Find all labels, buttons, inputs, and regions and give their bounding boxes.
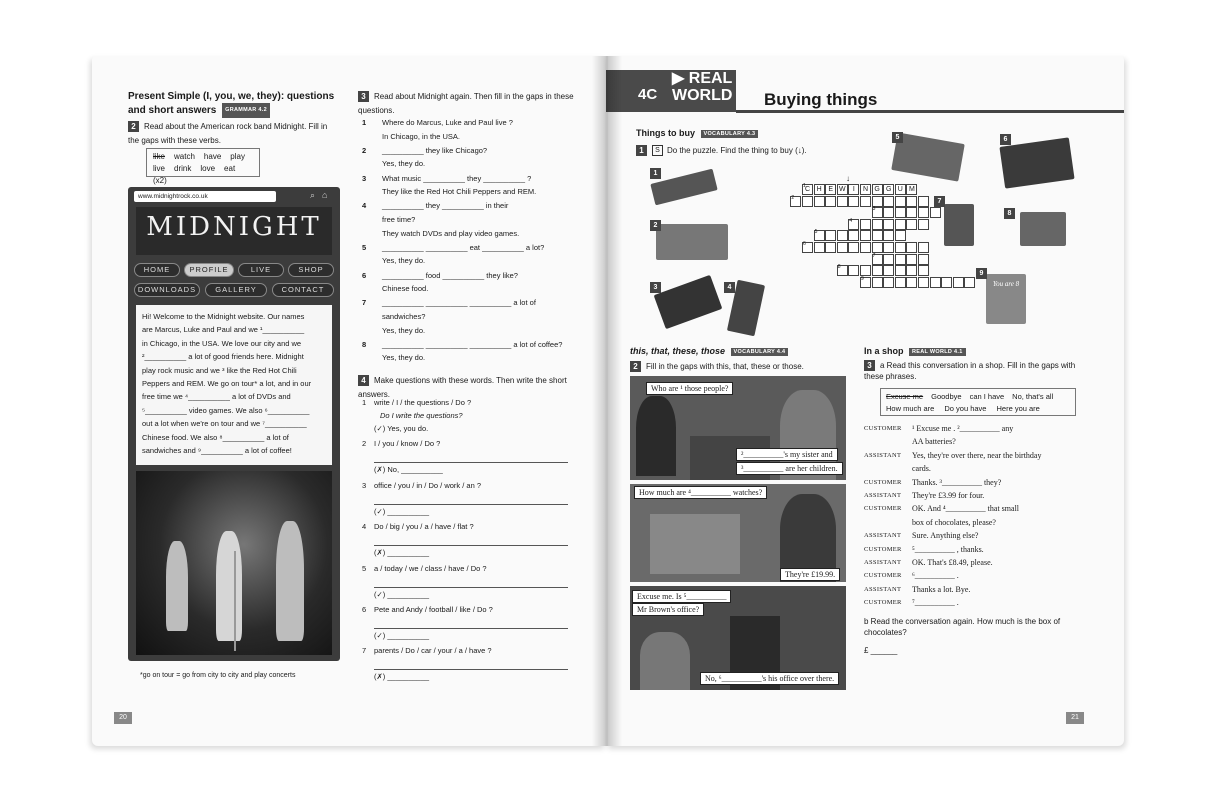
crossword-cell[interactable] [918,219,929,230]
item-number: 8 [362,339,367,349]
short-answer: (✓) __________ [374,631,430,640]
speech-bubble: ²__________'s my sister and [736,448,838,461]
crossword-cell[interactable] [906,277,917,288]
vocab-tag: VOCABULARY 4.4 [731,348,789,356]
dialog-line: Thanks. ³__________ they? [912,477,1002,487]
nav-profile[interactable]: PROFILE [184,263,234,277]
crossword-cell[interactable] [918,207,929,218]
dialog-line: Yes, they're over there, near the birthday [912,450,1042,460]
crossword-cell[interactable] [872,219,883,230]
question-line: __________ __________ __________ a lot of coffee? [382,339,563,349]
exercise-4-instruction: 4 Make questions with these words. Then write the short answers. [358,376,567,399]
crossword-cell[interactable] [918,277,929,288]
item-number: 4 [362,201,367,211]
crossword-cell[interactable] [848,265,859,276]
speaker-role: ASSISTANT [864,492,902,499]
nav-contact[interactable]: CONTACT [272,283,334,297]
answer-line [374,462,568,463]
speech-bubble: ³__________ are her children. [736,462,843,475]
crossword-cell[interactable] [837,230,848,241]
crossword-cell[interactable] [895,219,906,230]
short-answer: (✗) __________ [374,672,430,682]
phrase: can I have [969,392,1005,401]
crossword-cell[interactable]: N [860,184,871,195]
crossword-cell[interactable] [837,196,848,207]
magazine-picture [656,224,728,260]
search-icon: ⌕ [310,190,316,200]
speaker-role: CUSTOMER [864,572,902,580]
real-world-tag: REAL WORLD 4.1 [909,348,966,356]
crossword-cell[interactable] [906,196,917,207]
crossword-cell[interactable] [918,196,929,207]
grammar-tag: GRAMMAR 4.2 [222,103,270,118]
website-text: Hi! Welcome to the Midnight website. Our names are Marcus, Luke and Paul and we ¹__________ in Chicago, in the USA. We love our city and we ²__________ a lot of good friends here. Midnight play rock music and we ³ like the Red Hot Chili Peppers and REM. We go on tour* a lot, and in our free time we ⁴__________ a lot of DVDs and ⁵__________ video games. We also ⁶__________ out a lot when we're on tour and we ⁷__________ Chinese food. We also ⁸__________ a lot of sandwiches and ⁹__________ a lot of coffee! [136,305,332,465]
item-number: 6 [362,605,367,614]
item-number: 5 [362,242,367,252]
crossword-cell[interactable] [883,242,894,253]
dialog-line: ⁷__________ . [912,598,959,608]
crossword-cell[interactable] [825,230,836,241]
birthday-card-picture: You are 8 [986,274,1026,324]
exercise-number: 2 [128,121,139,132]
question-line: __________ __________ eat __________ a lot? [382,242,545,252]
crossword-cell[interactable] [883,254,894,265]
thing-number: 4 [724,282,735,293]
dialog-line: OK. That's £8.49, please. [912,558,993,567]
dialog-line: ⁶__________ . [912,571,959,581]
unit-code: 4C [638,86,658,103]
row-number: 2 [791,194,795,201]
row-number: 5 [814,229,818,236]
crossword-cell[interactable] [837,242,848,253]
item-number: 5 [362,563,367,573]
question-line: __________ they like Chicago? [382,145,488,155]
speaker-role: ASSISTANT [864,451,902,459]
chocolates-picture [999,137,1074,188]
exercise-number: 4 [358,375,369,386]
crossword-cell[interactable] [883,230,894,241]
answer-line [374,628,568,629]
word: love [200,164,216,173]
crossword-cell[interactable] [895,277,906,288]
prompt-words: office / you / in / Do / work / an ? [374,480,481,490]
crossword-cell[interactable]: G [883,184,894,195]
crossword-cell[interactable] [883,277,894,288]
crossword-cell[interactable] [802,196,813,207]
thing-number: 5 [892,132,903,143]
crossword-cell[interactable] [883,196,894,207]
item-number: 6 [362,270,367,280]
answer-line [374,587,568,588]
nav-shop[interactable]: SHOP [288,263,334,277]
shop-instruction-b: b Read the conversation again. How much is the box of chocolates? [864,617,1061,637]
crossword-cell[interactable] [860,196,871,207]
speaker-role: ASSISTANT [864,559,902,566]
crossword-cell[interactable]: U [895,184,906,195]
band-photo [136,471,332,655]
word: have [203,152,222,161]
puzzle-instruction: 1 S Do the puzzle. Find the thing to buy (↓). [636,144,807,158]
short-answer: (✓) __________ [374,506,430,516]
thing-number: 9 [976,268,987,279]
row-number: 7 [872,252,876,259]
item-number: 3 [362,480,367,490]
crossword-cell[interactable]: E [825,184,836,195]
speaker-role: CUSTOMER [864,478,902,486]
word: play [230,152,245,161]
question-line: What music __________ they __________ ? [382,173,532,183]
nav-home[interactable]: HOME [134,263,180,277]
exercise-number: 2 [630,361,641,372]
url-bar: www.midnightrock.co.uk [134,191,276,202]
crossword-cell[interactable] [906,265,917,276]
nav-live[interactable]: LIVE [238,263,284,277]
shop-instruction-a: 3 a Read this conversation in a shop. Fill in the gaps with these phrases. [864,361,1076,382]
crossword-cell[interactable]: M [906,184,917,195]
row-number: 4 [849,217,853,224]
crossword-cell[interactable]: W [837,184,848,195]
nav-downloads[interactable]: DOWNLOADS [134,283,200,297]
crossword-cell[interactable]: C [802,184,813,195]
crossword-cell[interactable] [895,254,906,265]
word: eat (x2) [153,164,236,185]
thing-number: 3 [650,282,661,293]
item-number: 1 [362,118,367,127]
answer-line: Yes, they do. [382,353,426,363]
crossword-cell[interactable] [848,242,859,253]
word: watch [174,152,195,161]
crossword-cell[interactable] [918,265,929,276]
thing-number: 2 [650,220,661,231]
thing-number: 7 [934,196,945,207]
crossword-cell[interactable] [825,196,836,207]
crossword-cell[interactable] [872,277,883,288]
crossword-cell[interactable] [895,230,906,241]
prompt-words: I / you / know / Do ? [374,439,441,449]
crossword-cell[interactable] [860,230,871,241]
crossword-cell[interactable] [906,242,917,253]
speaker-role: CUSTOMER [864,505,902,513]
phrase: Here you are [996,403,1040,413]
crossword-cell[interactable] [814,196,825,207]
vocab-tag: VOCABULARY 4.3 [701,130,759,138]
row-number: 3 [872,206,876,213]
item-number: 4 [362,522,367,532]
written-question: Do I write the questions? [380,411,463,420]
speaker-role: CUSTOMER [864,599,902,607]
speech-bubble: No, ⁶__________'s his office over there. [700,672,839,685]
dialog-line: They're £3.99 for four. [912,491,985,500]
dialog-line: Thanks a lot. Bye. [912,584,971,594]
item-number: 1 [362,398,367,407]
crossword-cell[interactable] [883,265,894,276]
title-rule [736,110,1124,113]
question-line: __________ they __________ in their [382,201,509,211]
phrase: Do you have [944,403,987,413]
crossword-cell[interactable]: G [872,184,883,195]
answer-line: In Chicago, in the USA. [382,131,460,141]
item-number: 7 [362,646,367,656]
crossword-cell[interactable] [918,254,929,265]
exercise-3-instruction: 3 Read about Midnight again. Then fill in the gaps in these questions. [358,92,574,115]
crossword-cell[interactable] [930,277,941,288]
crossword-cell[interactable] [872,242,883,253]
phrase: How much are [886,403,935,413]
grammar-title: Present Simple (I, you, we, they): questions and short answers GRAMMAR 4.2 [128,91,335,117]
left-page [92,56,606,746]
exercise-number: 3 [864,360,875,371]
answer-line [374,504,568,505]
page-title: Buying things [764,90,878,109]
word: drink [174,164,192,173]
answer-line [374,669,568,670]
speaker-role: ASSISTANT [864,585,902,593]
crossword-cell[interactable] [883,219,894,230]
question-line: __________ food __________ they like? [382,270,518,280]
phrase: Excuse me [886,392,924,401]
crossword-cell[interactable] [872,265,883,276]
batteries-picture [1020,212,1066,246]
phrase: No, that's all [1012,392,1054,401]
dialog-line: AA batteries? [912,437,956,447]
answer-line: Yes, they do. [382,325,426,335]
item-number: 3 [362,173,367,183]
question-line: __________ __________ __________ a lot of [382,298,536,308]
answer-line [374,545,568,546]
down-arrow-icon: ↓ [846,174,850,183]
question-line-cont: sandwiches? [382,312,426,321]
crossword-cell[interactable] [906,219,917,230]
thing-number: 1 [650,168,661,179]
phrase-box [880,388,1076,416]
crossword-cell[interactable] [918,242,929,253]
crossword-cell[interactable] [848,196,859,207]
crossword-cell[interactable] [930,207,941,218]
this-that-instruction: 2 Fill in the gaps with this, that, these or those. [630,360,804,374]
question-line: Where do Marcus, Luke and Paul live ? [382,118,513,127]
dialog-line: cards. [912,464,931,474]
prompt-words: write / I / the questions / Do ? [374,398,472,407]
crossword-cell[interactable] [848,230,859,241]
item-number: 7 [362,298,367,308]
word: like [153,152,166,161]
real-world-label: ▶ REAL WORLD [672,70,733,104]
crossword-cell[interactable] [895,242,906,253]
answer-line: They watch DVDs and play video games. [382,228,520,238]
dialog-line: OK. And ⁴__________ that small [912,504,1020,514]
speech-bubble: How much are ⁴__________ watches? [634,486,767,499]
footnote: *go on tour = go from city to city and play concerts [140,672,296,679]
speaker-role: CUSTOMER [864,425,902,432]
midnight-website [128,187,340,661]
thing-number: 6 [1000,134,1011,145]
crossword-cell[interactable] [895,196,906,207]
s-box: S [652,145,663,156]
workbook-spread [92,56,1124,746]
answer-line: They like the Red Hot Chili Peppers and REM. [382,187,537,197]
speaker-role: CUSTOMER [864,545,902,553]
crossword-cell[interactable] [953,277,964,288]
speech-bubble: Mr Brown's office? [632,603,704,616]
crossword-cell[interactable] [860,265,871,276]
bag-picture [654,275,723,329]
item-number: 2 [362,439,367,449]
dialog-line: Sure. Anything else? [912,531,979,541]
short-answer: (✓) Yes, you do. [374,424,429,433]
thing-number: 8 [1004,208,1015,219]
crossword-cell[interactable] [872,230,883,241]
in-a-shop-heading: In a shop REAL WORLD 4.1 [864,346,966,356]
short-answer: (✗) __________ [374,548,430,558]
question-line-cont: free time? [382,215,416,224]
nav-row-1 [134,263,334,277]
play-icon: ▶ [672,70,685,87]
crossword-cell[interactable]: H [814,184,825,195]
crossword-cell[interactable] [860,242,871,253]
exercise-2-instruction: 2 Read about the American rock band Midnight. Fill in the gaps with these verbs. [128,122,328,145]
speaker-role: ASSISTANT [864,532,902,540]
crossword-cell[interactable] [883,207,894,218]
book-picture [944,204,974,246]
crossword-cell[interactable] [860,219,871,230]
crossword-cell[interactable] [825,242,836,253]
short-answer: (✗) No, __________ [374,465,443,475]
answer-line: Yes, they do. [382,159,426,169]
prompt-words: Pete and Andy / football / like / Do ? [374,605,493,614]
crossword-cell[interactable] [895,265,906,276]
speech-bubble: Excuse me. Is ⁵__________ [632,590,731,603]
exercise-number: 1 [636,145,647,156]
speech-bubble: Who are ¹ those people? [646,382,733,395]
row-number: 9 [861,275,864,282]
right-page [606,56,1124,746]
dialog-line: ¹ Excuse me . ²__________ any [912,424,1014,433]
verb-box [146,148,260,185]
nav-row-2 [134,283,334,297]
answer-line: Yes, they do. [382,256,426,266]
crossword-cell[interactable] [964,277,975,288]
crossword-cell[interactable] [941,277,952,288]
row-number: 8 [837,264,841,271]
page-number-left: 20 [114,712,132,724]
short-answer: (✓) __________ [374,589,430,599]
phrase: Goodbye [931,392,962,401]
dialog-line: ⁵__________ , thanks. [912,544,984,554]
home-icon: ⌂ [322,190,328,200]
prompt-words: Do / big / you / a / have / flat ? [374,522,474,532]
crossword-cell[interactable] [814,242,825,253]
prompt-words: a / today / we / class / have / Do ? [374,563,487,573]
crossword-cell[interactable] [906,207,917,218]
word: live [153,164,166,173]
dialog-line: box of chocolates, please? [912,517,996,527]
crossword-cell[interactable] [906,254,917,265]
answer-line: Chinese food. [382,284,429,294]
prompt-words: parents / Do / car / your / a / have ? [374,646,492,656]
band-logo: MIDNIGHT [136,207,332,255]
crossword-cell[interactable] [895,207,906,218]
crossword-cell[interactable]: I [848,184,859,195]
this-that-heading: this, that, these, those VOCABULARY 4.4 [630,346,788,356]
things-heading: Things to buy VOCABULARY 4.3 [636,128,758,138]
nav-gallery[interactable]: GALLERY [205,283,267,297]
item-number: 2 [362,145,367,155]
shop-answer-b: £ ______ [864,646,898,655]
crossword-cell[interactable] [872,196,883,207]
speech-bubble: They're £19.99. [780,568,840,581]
row-number: 6 [803,241,806,247]
row-number: 1 [803,183,806,189]
page-number-right: 21 [1066,712,1084,724]
exercise-number: 3 [358,91,369,102]
